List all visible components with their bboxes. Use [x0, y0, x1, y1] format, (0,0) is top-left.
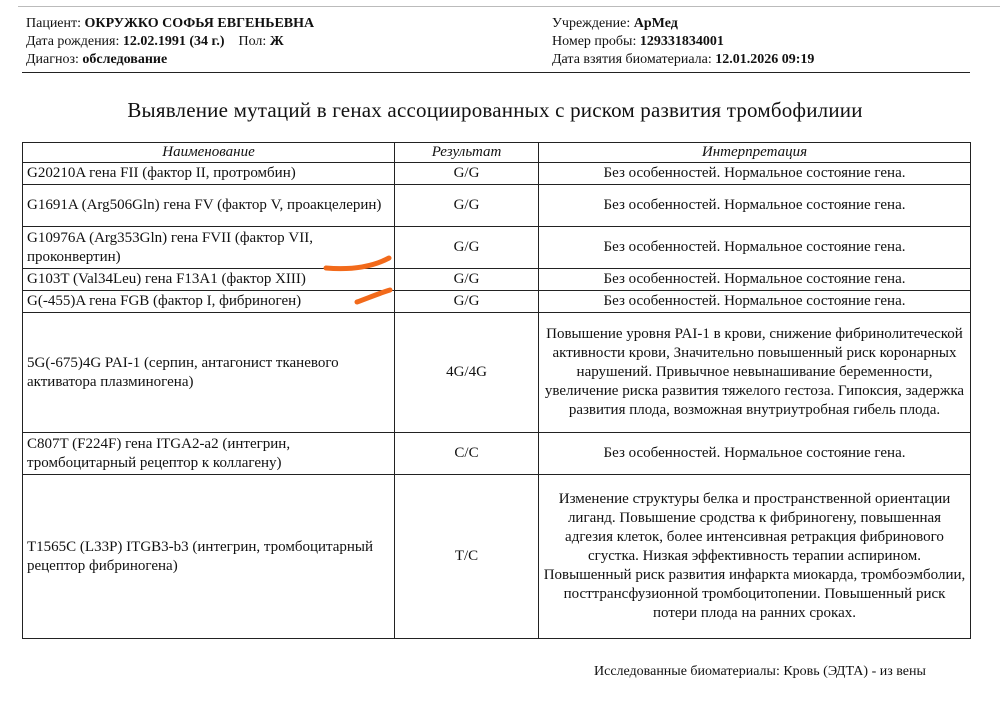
cell-result: T/C [395, 475, 539, 639]
dob-value: 12.02.1991 (34 г.) [122, 34, 225, 49]
cell-interpretation: Повышение уровня PAI-1 в крови, снижение фибринолитечеcкой активности крови, Значительно повышенный риск коронарных нарушений. Привычное невынашивание беременности, увеличение риска развития тяжелого гестоза. Гипоксия, задержка развития плода, возможная внутриутробная гибель плода. [539, 313, 971, 433]
table-row [23, 269, 971, 291]
cell-interpretation: Без особенностей. Нормальное состояние гена. [539, 163, 971, 185]
cell-result: C/C [395, 433, 539, 475]
biomaterial-note: Исследованные биоматериалы: Кровь (ЭДТА) - из вены [594, 664, 926, 679]
table-row [23, 227, 971, 269]
cell-interpretation: Изменение структуры белка и пространственной ориентации лиганд. Повышение сродства к фибриногену, повышенная адгезия клеток, более интенсивная ретракция фибринового сгустка. Низкая эффективность терапии аспирином. Повышенный риск развития инфаркта миокарда, тромбоэмболии, посттрансфузионной тромбоцитопении. Повышенный риск потери плода на ранних сроках. [539, 475, 971, 639]
cell-name: G1691A (Arg506Gln) гена FV (фактор V, проакцелерин) [23, 185, 395, 227]
header-divider [22, 72, 970, 73]
table-row [23, 475, 971, 639]
institution-value: АрМед [633, 16, 678, 31]
cell-name: G20210A гена FII (фактор II, протромбин) [23, 163, 395, 185]
top-border [18, 6, 1000, 7]
sample-date-label: Дата взятия биоматериала: [552, 52, 712, 67]
patient-label: Пациент: [26, 16, 82, 31]
cell-name: T1565C (L33P) ITGB3-b3 (интегрин, тромбоцитарный рецептор фибриногена) [23, 475, 395, 639]
patient-info [26, 15, 314, 69]
cell-interpretation: Без особенностей. Нормальное состояние гена. [539, 291, 971, 313]
sex-value: Ж [269, 34, 284, 49]
cell-result: G/G [395, 269, 539, 291]
cell-result: G/G [395, 185, 539, 227]
cell-result: G/G [395, 291, 539, 313]
table-row [23, 185, 971, 227]
cell-name: G(-455)A гена FGB (фактор I, фибриноген) [23, 291, 395, 313]
institution-label: Учреждение: [552, 16, 631, 31]
cell-name: C807T (F224F) гена ITGA2-a2 (интегрин, тромбоцитарный рецептор к коллагену) [23, 433, 395, 475]
dob-label: Дата рождения: [26, 34, 120, 49]
lab-info [552, 15, 814, 69]
table-header-row [23, 143, 971, 163]
cell-interpretation: Без особенностей. Нормальное состояние гена. [539, 433, 971, 475]
cell-result: G/G [395, 227, 539, 269]
table-row [23, 291, 971, 313]
highlight-mark-fvii [320, 250, 395, 276]
sample-date-value: 12.01.2026 09:19 [715, 52, 815, 67]
column-header-result: Результат [395, 143, 539, 163]
highlight-mark-fxiii [350, 282, 398, 310]
table-row [23, 433, 971, 475]
table-row [23, 313, 971, 433]
cell-interpretation: Без особенностей. Нормальное состояние гена. [539, 269, 971, 291]
cell-name: G103T (Val34Leu) гена F13A1 (фактор XIII) [23, 269, 395, 291]
cell-name: 5G(-675)4G PAI-1 (серпин, антагонист тканевого активатора плазминогена) [23, 313, 395, 433]
cell-interpretation: Без особенностей. Нормальное состояние гена. [539, 185, 971, 227]
sex-label: Пол: [238, 34, 267, 49]
sample-value: 129331834001 [639, 34, 724, 49]
results-table [22, 142, 971, 639]
cell-interpretation: Без особенностей. Нормальное состояние гена. [539, 227, 971, 269]
column-header-name: Наименование [23, 143, 395, 163]
patient-name: ОКРУЖКО СОФЬЯ ЕВГЕНЬЕВНА [84, 16, 315, 31]
diagnosis-value: обследование [82, 52, 168, 67]
cell-result: 4G/4G [395, 313, 539, 433]
table-row [23, 163, 971, 185]
cell-name: G10976A (Arg353Gln) гена FVII (фактор VII, проконвертин) [23, 227, 395, 269]
column-header-interpretation: Интерпретация [539, 143, 971, 163]
diagnosis-label: Диагноз: [26, 52, 79, 67]
page-title: Выявление мутаций в генах ассоциированных с риском развития тромбофилиии [127, 98, 863, 122]
sample-label: Номер пробы: [552, 34, 637, 49]
cell-result: G/G [395, 163, 539, 185]
